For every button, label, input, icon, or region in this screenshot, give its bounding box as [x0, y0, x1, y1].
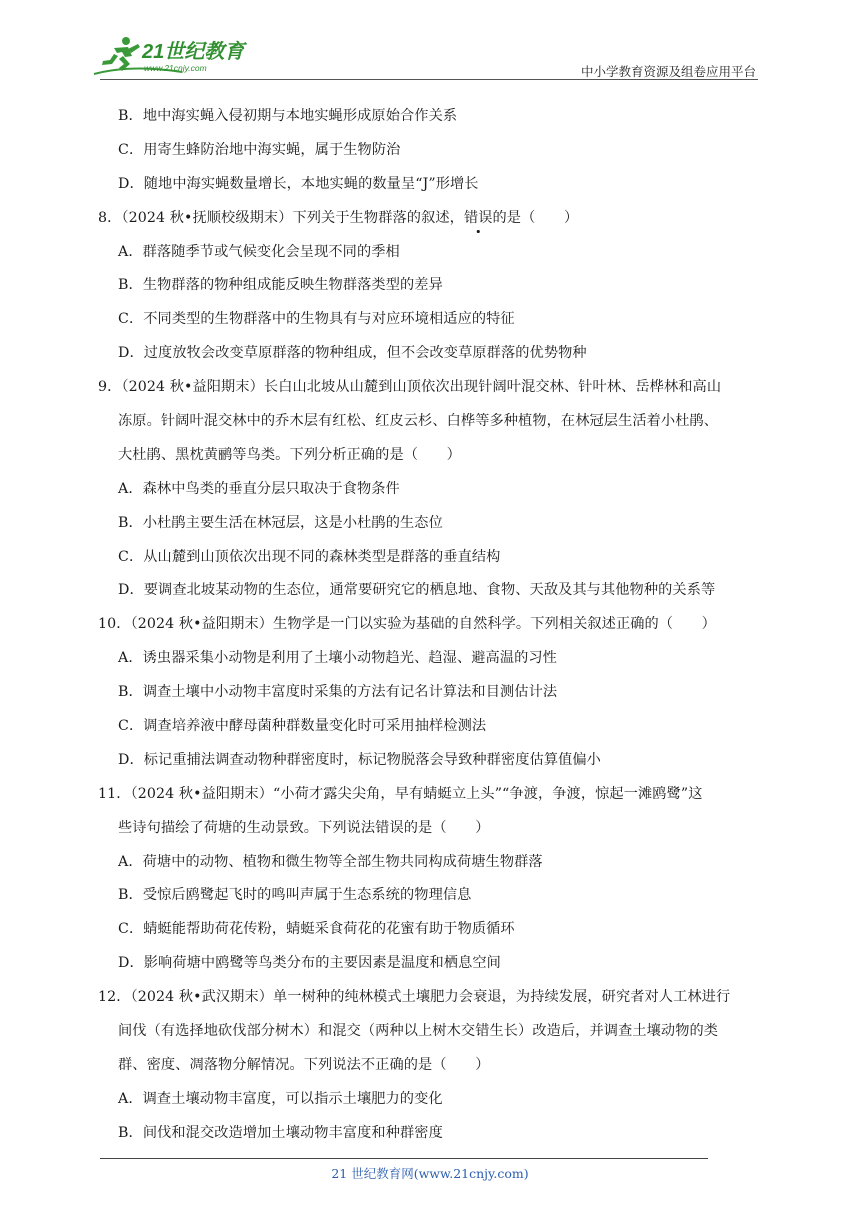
question-stem-text: 的是（ ） — [492, 209, 579, 226]
answer-option: A．群落随季节或气候变化会呈现不同的季相 — [118, 243, 400, 260]
answer-option: A．调查土壤动物丰富度，可以指示土壤肥力的变化 — [118, 1090, 443, 1107]
answer-option: B．间伐和混交改造增加土壤动物丰富度和种群密度 — [118, 1124, 443, 1141]
header-divider — [100, 79, 758, 80]
emphasis-text: 错误 — [464, 202, 493, 236]
answer-option: C．蜻蜓能帮助荷花传粉，蜻蜓采食荷花的花蜜有助于物质循环 — [118, 921, 515, 938]
answer-option: D．标记重捕法调查动物种群密度时，标记物脱落会导致种群密度估算值偏小 — [118, 751, 601, 768]
answer-option: C．调查培养液中酵母菌种群数量变化时可采用抽样检测法 — [118, 718, 487, 735]
footer-source: 21 世纪教育网(www.21cnjy.com) — [331, 1166, 529, 1181]
answer-option: B．小杜鹃主要生活在林冠层，这是小杜鹃的生态位 — [118, 514, 443, 531]
question-stem-continued: 间伐（有选择地砍伐部分树木）和混交（两种以上树木交错生长）改造后，并调查土壤动物的类 — [118, 1023, 719, 1040]
question-stem: 9．（2024 秋•益阳期末）长白山北坡从山麓到山顶依次出现针阔叶混交林、针叶林、岳桦林和高山 — [98, 379, 722, 396]
question-stem: 10．（2024 秋•益阳期末）生物学是一门以实验为基础的自然科学。下列相关叙述正确的（ ） — [98, 616, 716, 633]
logo-wordmark: 21世纪教育 — [142, 41, 245, 63]
answer-option: A．诱虫器采集小动物是利用了土壤小动物趋光、趋湿、避高温的习性 — [118, 650, 557, 667]
answer-option: B．地中海实蝇入侵初期与本地实蝇形成原始合作关系 — [118, 108, 458, 124]
footer-divider — [100, 1158, 708, 1159]
question-stem-text: 8．（2024 秋•抚顺校级期末）下列关于生物群落的叙述， — [98, 209, 464, 226]
answer-option: D．影响荷塘中鸥鹭等鸟类分布的主要因素是温度和栖息空间 — [118, 955, 501, 972]
site-logo — [92, 34, 262, 78]
answer-option: D．要调查北坡某动物的生态位，通常要研究它的栖息地、食物、天敌及其与其他物种的关系等 — [118, 582, 716, 599]
question-stem-continued: 群、密度、凋落物分解情况。下列说法不正确的是（ ） — [118, 1056, 490, 1073]
answer-option: B．调查土壤中小动物丰富度时采集的方法有记名计算法和目测估计法 — [118, 684, 558, 701]
answer-option: D．随地中海实蝇数量增长，本地实蝇的数量呈“J”形增长 — [118, 175, 479, 192]
answer-option: C．用寄生蜂防治地中海实蝇，属于生物防治 — [118, 141, 401, 158]
answer-option: C．从山麓到山顶依次出现不同的森林类型是群落的垂直结构 — [118, 548, 501, 565]
answer-option: D．过度放牧会改变草原群落的物种组成，但不会改变草原群落的优势物种 — [118, 345, 587, 362]
answer-option: B．生物群落的物种组成能反映生物群落类型的差异 — [118, 277, 443, 294]
answer-option: A．荷塘中的动物、植物和微生物等全部生物共同构成荷塘生物群落 — [118, 853, 543, 870]
question-body — [98, 100, 768, 1151]
question-stem-continued: 冻原。针阔叶混交林中的乔木层有红松、红皮云杉、白桦等多种植物，在林冠层生活着小杜鹃、 — [118, 413, 719, 430]
answer-option: A．森林中鸟类的垂直分层只取决于食物条件 — [118, 480, 400, 497]
platform-name: 中小学教育资源及组卷应用平台 — [580, 64, 756, 79]
question-stem-continued: 大杜鹃、黑枕黄鹂等鸟类。下列分析正确的是（ ） — [118, 446, 461, 463]
question-stem: 12．（2024 秋•武汉期末）单一树种的纯林模式土壤肥力会衰退，为持续发展，研究者对人工林进行 — [98, 989, 731, 1006]
question-stem: 11．（2024 秋•益阳期末）“小荷才露尖尖角，早有蜻蜓立上头”“争渡，争渡，惊起一滩鸥鹭”这 — [98, 785, 703, 802]
answer-option: B．受惊后鸥鹭起飞时的鸣叫声属于生态系统的物理信息 — [118, 887, 472, 904]
question-stem — [98, 202, 768, 236]
question-stem-continued: 些诗句描绘了荷塘的生动景致。下列说法错误的是（ ） — [118, 819, 490, 836]
logo-url: www.21cnjy.com — [144, 63, 207, 73]
page-header — [0, 0, 860, 90]
answer-option: C．不同类型的生物群落中的生物具有与对应环境相适应的特征 — [118, 311, 515, 328]
